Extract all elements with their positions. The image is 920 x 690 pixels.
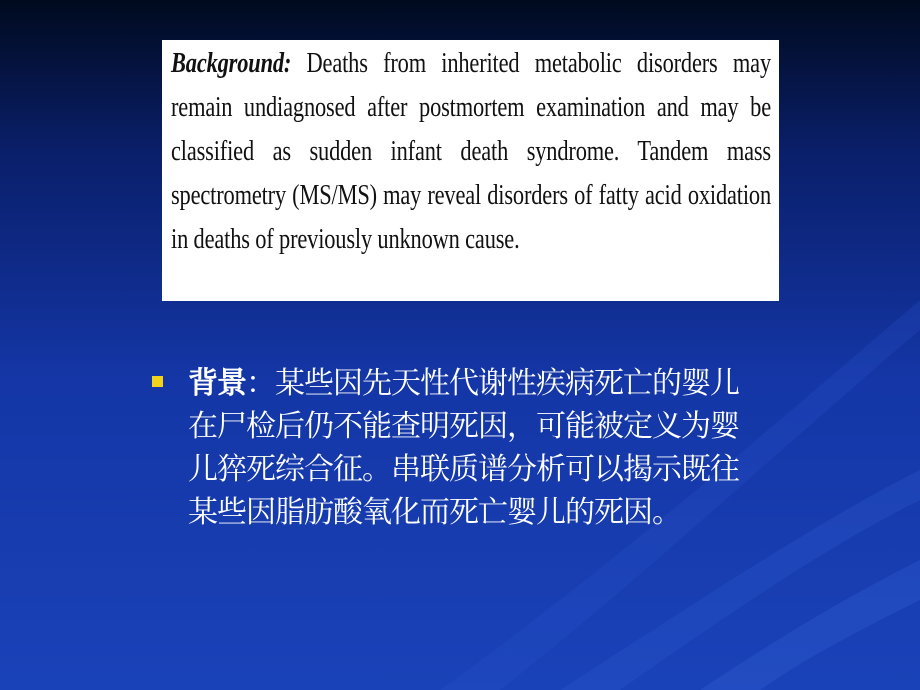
bullet-text (188, 362, 764, 534)
bullet-body: 某些因先天性代谢性疾病死亡的婴儿在尸检后仍不能查明死因，可能被定义为婴儿猝死综合征。串联质谱分析可以揭示既往某些因脂肪酸氧化而死亡婴儿的死因。 (188, 366, 739, 530)
bullet-heading: 背景 (188, 366, 246, 401)
square-bullet-icon (152, 376, 163, 387)
excerpt-heading: Background: (171, 48, 292, 79)
bullet-separator: ： (246, 366, 275, 401)
abstract-excerpt-image (162, 40, 779, 301)
abstract-excerpt-text (171, 42, 771, 262)
excerpt-body: Deaths from inherited metabolic disorders may remain undiagnosed after postmortem examination and may be classified as sudden infant death syndrome. Tandem mass spectrometry (MS/MS) may reveal disorders of fatty acid oxidation in deaths of previously unknown cause. (171, 48, 771, 255)
